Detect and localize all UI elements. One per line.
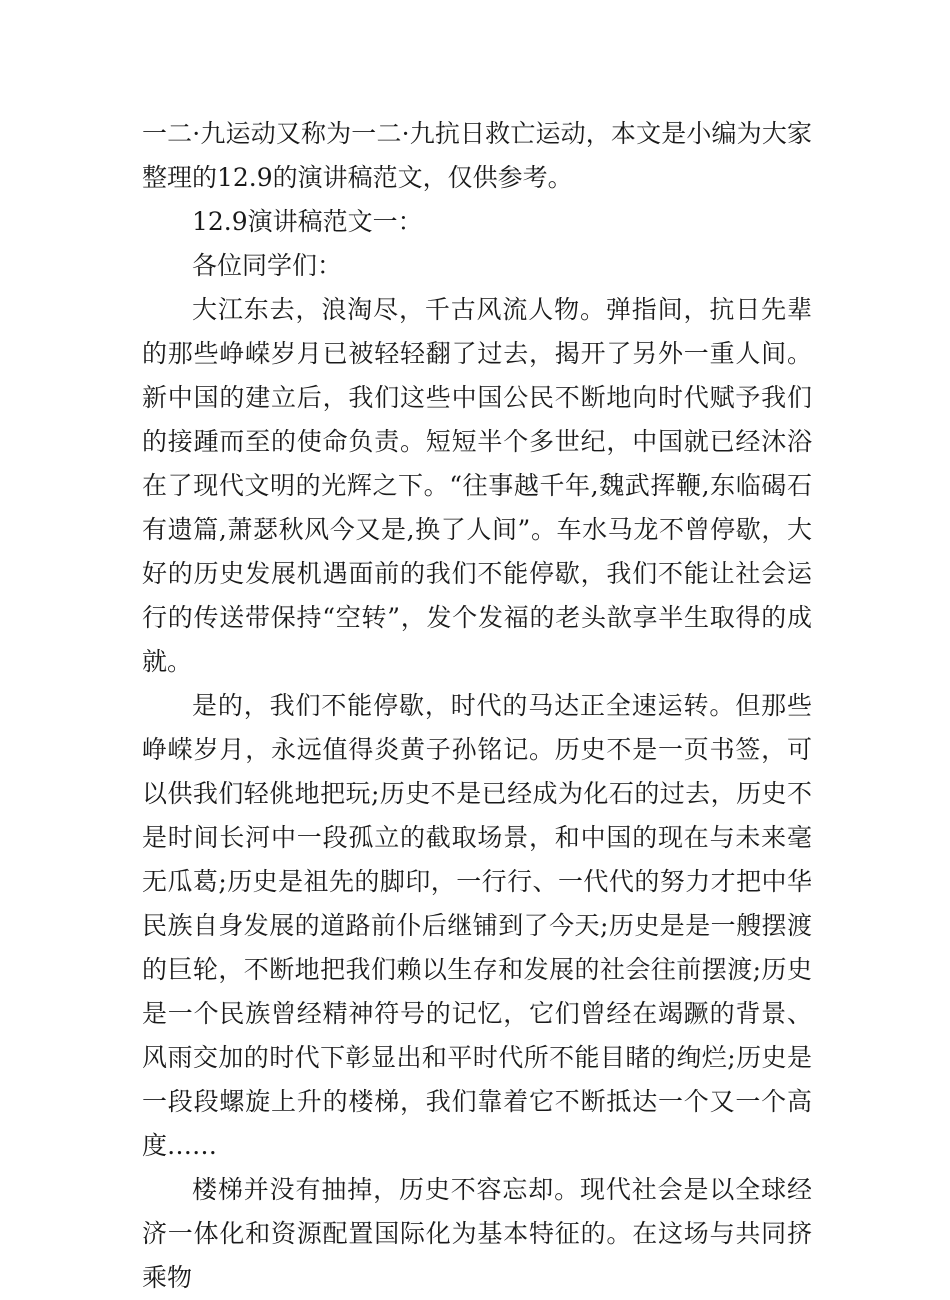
body-paragraph-2: 是的，我们不能停歇，时代的马达正全速运转。但那些峥嵘岁月，永远值得炎黄子孙铭记。历史不是一页书签，可以供我们轻佻地把玩;历史不是已经成为化石的过去，历史不是时间长河中一段孤立的截取场景，和中国的现在与未来毫无瓜葛;历史是祖先的脚印，一行行、一代代的努力才把中华民族自身发展的道路前仆后继铺到了今天;历史是是一艘摆渡的巨轮，不断地把我们赖以生存和发展的社会往前摆渡;历史是一个民族曾经精神符号的记忆，它们曾经在竭蹶的背景、风雨交加的时代下彰显出和平时代所不能目睹的绚烂;历史是一段段螺旋上升的楼梯，我们靠着它不断抵达一个又一个高度…… [142,691,812,1160]
intro-paragraph: 一二·九运动又称为一二·九抗日救亡运动，本文是小编为大家整理的12.9的演讲稿范文，仅供参考。 [142,119,812,192]
salutation: 各位同学们： [192,251,343,280]
section-title: 12.9演讲稿范文一： [192,207,423,236]
body-paragraph-3: 楼梯并没有抽掉，历史不容忘却。现代社会是以全球经济一体化和资源配置国际化为基本特征的。在这场与共同挤乘物 [142,1175,812,1292]
document-body [142,112,812,1300]
body-paragraph-1: 大江东去，浪淘尽，千古风流人物。弹指间，抗日先辈的那些峥嵘岁月已被轻轻翻了过去，揭开了另外一重人间。新中国的建立后，我们这些中国公民不断地向时代赋予我们的接踵而至的使命负责。短短半个多世纪，中国就已经沐浴在了现代文明的光辉之下。“往事越千年,魏武挥鞭,东临碣石有遗篇,萧瑟秋风今又是,换了人间”。车水马龙不曾停歇，大好的历史发展机遇面前的我们不能停歇，我们不能让社会运行的传送带保持“空转”，发个发福的老头歆享半生取得的成就。 [142,295,812,676]
